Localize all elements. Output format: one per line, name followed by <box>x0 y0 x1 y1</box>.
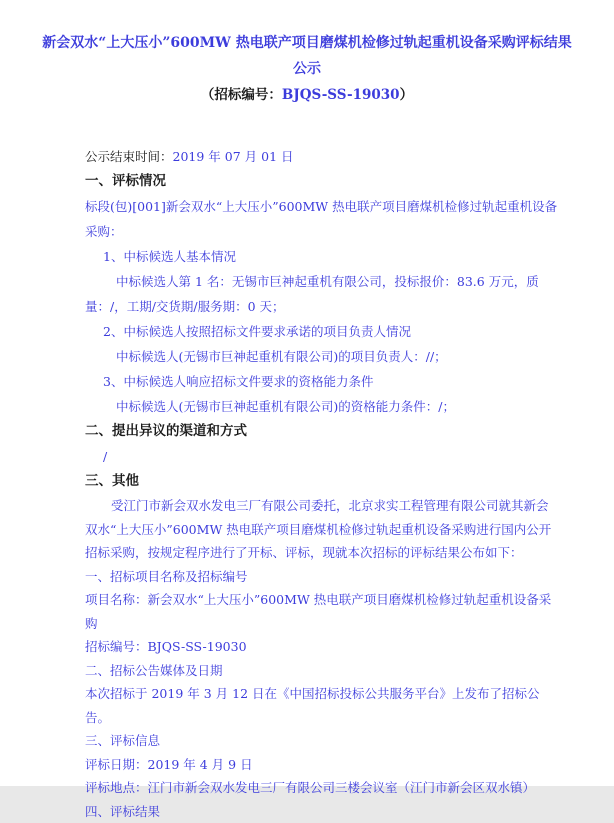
winner-basic-info-text: 中标候选人第 1 名：无锡市巨神起重机有限公司，投标报价：83.6 万元，质量：/，工期/交货期/服务期：0 天； <box>85 269 558 319</box>
publicity-end-label: 公示结束时间： <box>85 149 173 164</box>
section1-heading: 一、评标情况 <box>85 169 558 194</box>
sub3-heading: 三、评标信息 <box>85 729 558 753</box>
qualification-text: 中标候选人(无锡市巨神起重机有限公司)的资格能力条件：/； <box>85 394 558 419</box>
qualification-title: 3、中标候选人响应招标文件要求的资格能力条件 <box>85 369 558 394</box>
evaluation-place-line: 评标地点：江门市新会双水发电三厂有限公司三楼会议室（江门市新会区双水镇） <box>85 776 558 800</box>
project-name-line: 项目名称：新会双水“上大压小”600MW 热电联产项目磨煤机检修过轨起重机设备采购 <box>85 588 558 635</box>
tender-number-line <box>40 82 574 108</box>
entrustment-paragraph: 受江门市新会双水发电三厂有限公司委托，北京求实工程管理有限公司就其新会双水“上大压小”600MW 热电联产项目磨煤机检修过轨起重机设备采购进行国内公开招标采购，按规定程序进行了开标、评标，现就本次招标的评标结果公布如下： <box>85 494 558 565</box>
publicity-end-line <box>85 144 558 169</box>
sub2-heading: 二、招标公告媒体及日期 <box>85 659 558 683</box>
document-header <box>0 0 614 108</box>
evaluation-date-line: 评标日期：2019 年 4 月 9 日 <box>85 753 558 777</box>
document-body <box>0 108 614 823</box>
winner-basic-info-title: 1、中标候选人基本情况 <box>85 244 558 269</box>
document-title: 新会双水“上大压小”600MW 热电联产项目磨煤机检修过轨起重机设备采购评标结果公示 <box>40 30 574 82</box>
tender-number-prefix: （招标编号： <box>201 87 282 103</box>
sub4-heading: 四、评标结果 <box>85 800 558 823</box>
lot-line: 标段(包)[001]新会双水“上大压小”600MW 热电联产项目磨煤机检修过轨起重机设备采购： <box>85 194 558 244</box>
section2-heading: 二、提出异议的渠道和方式 <box>85 419 558 444</box>
publicity-end-value: 2019 年 07 月 01 日 <box>173 149 294 164</box>
sub1-heading: 一、招标项目名称及招标编号 <box>85 565 558 589</box>
tender-number-body-line: 招标编号：BJQS-SS-19030 <box>85 635 558 659</box>
announcement-media-line: 本次招标于 2019 年 3 月 12 日在《中国招标投标公共服务平台》上发布了招标公告。 <box>85 682 558 729</box>
project-manager-title: 2、中标候选人按照招标文件要求承诺的项目负责人情况 <box>85 319 558 344</box>
tender-number-value: BJQS-SS-19030 <box>282 87 400 103</box>
tender-number-suffix: ） <box>400 87 414 103</box>
section3-heading: 三、其他 <box>85 469 558 494</box>
objection-content: / <box>85 444 558 469</box>
project-manager-text: 中标候选人(无锡市巨神起重机有限公司)的项目负责人：//； <box>85 344 558 369</box>
